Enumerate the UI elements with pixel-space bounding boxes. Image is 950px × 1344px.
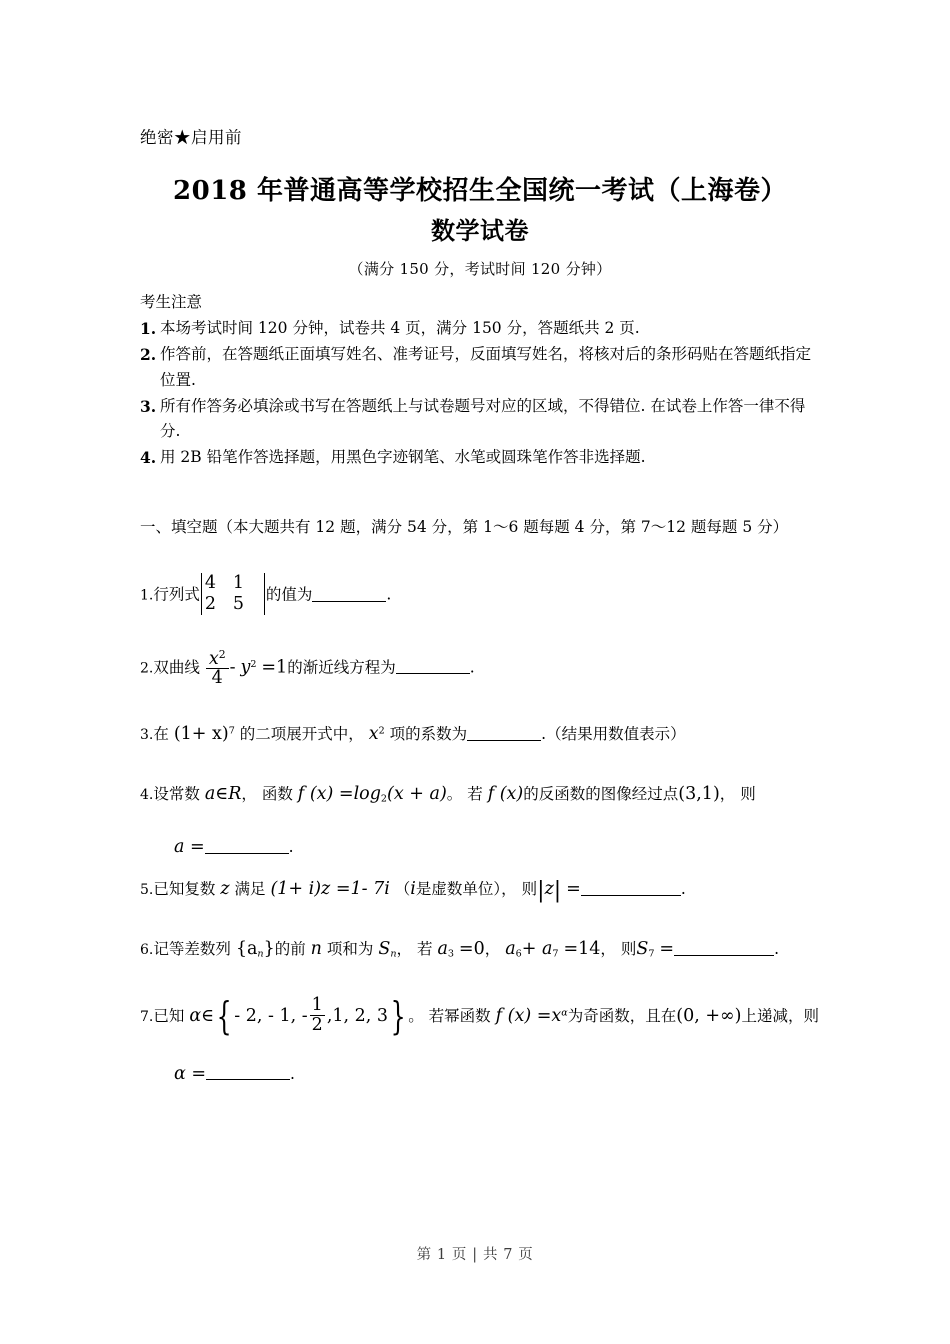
question-lead: 双曲线 xyxy=(153,658,200,676)
fraction-one-half xyxy=(310,996,325,1034)
circle-punct: 。 xyxy=(446,785,463,804)
question-mid: 的二项展开式中， xyxy=(239,725,364,744)
brace-close-icon: } xyxy=(390,994,406,1039)
fraction-numerator: x xyxy=(208,648,219,669)
answer-S7-index: 7 xyxy=(648,948,655,960)
question-number: 1. xyxy=(140,587,154,604)
notice-text: 用 2B 铅笔作答选择题，用黑色字迹钢笔、水笔或圆珠笔作答非选择题. xyxy=(160,447,646,466)
question-lead: 行列式 xyxy=(153,585,200,604)
equals-sign: = xyxy=(659,939,675,960)
frac-denominator: 2 xyxy=(311,1015,323,1036)
word-then: 则 xyxy=(521,879,538,898)
comma: ， xyxy=(396,940,413,959)
minus-operator: - xyxy=(229,657,236,677)
paren-text: 是虚数单位） xyxy=(415,879,502,898)
question-lead: 设常数 xyxy=(153,785,200,804)
term-a6: a xyxy=(505,939,516,960)
answer-blank[interactable] xyxy=(396,659,470,674)
set-items-after: ,1, 2, 3 xyxy=(326,1006,389,1027)
term-a6-index: 6 xyxy=(515,948,522,960)
word-if-power-function: 若幂函数 xyxy=(428,1007,491,1026)
word-function: 函数 xyxy=(261,785,293,804)
fraction-x2-over-4 xyxy=(206,649,229,688)
answer-blank[interactable] xyxy=(205,838,289,853)
question-period: . xyxy=(541,725,547,744)
answer-blank[interactable] xyxy=(312,586,386,601)
question-tail: 的值为 xyxy=(265,585,313,604)
word-if: 若 xyxy=(416,940,433,959)
question-6 xyxy=(140,936,820,962)
notice-text: 本场考试时间 120 分钟，试卷共 4 页，满分 150 分，答题纸共 2 页. xyxy=(160,319,640,338)
word-if: 若 xyxy=(467,785,483,804)
fraction-denominator: 4 xyxy=(211,667,223,688)
power-exponent: α xyxy=(561,1007,568,1019)
det-b: 1 xyxy=(232,573,245,594)
word-first: 的前 xyxy=(274,940,306,959)
function-definition: f (x) =log xyxy=(297,784,381,805)
abs-variable: z xyxy=(544,878,554,899)
notice-text: 所有作答务必填涂或书写在答题纸上与试卷题号对应的区域，不得错位. 在试卷上作答一律不得分. xyxy=(160,396,806,440)
sequence-open: {a xyxy=(235,939,258,960)
equals-sign: = xyxy=(566,878,581,899)
notice-number: 3. xyxy=(140,396,157,416)
question-number: 7. xyxy=(140,1009,154,1026)
question-lead: 已知复数 xyxy=(153,879,216,898)
question-tail: 上递减，则 xyxy=(741,1007,819,1026)
sequence-index: n xyxy=(257,948,264,960)
term-x: x xyxy=(368,724,379,745)
power-function: f (x) =x xyxy=(495,1006,562,1027)
paren-open: （ xyxy=(394,879,411,898)
question-number: 6. xyxy=(140,942,154,959)
notice-item xyxy=(140,316,820,341)
function-fx: f (x) xyxy=(487,784,524,805)
answer-blank[interactable] xyxy=(581,881,681,896)
word-then: 则 xyxy=(740,785,756,804)
equals-one: =1 xyxy=(261,657,288,677)
notices-list xyxy=(140,316,820,470)
term-a3-value: =0 xyxy=(458,939,485,960)
det-c: 2 xyxy=(204,593,217,614)
question-tail: 的渐近线方程为 xyxy=(287,658,396,676)
y-exponent: 2 xyxy=(250,658,257,670)
det-a: 4 xyxy=(204,573,217,594)
section-heading-fill-in-blank: 一、填空题（本大题共有 12 题，满分 54 分，第 1～6 题每题 4 分，第 7～12 题每题 5 分） xyxy=(140,517,789,536)
variable-y: y xyxy=(240,657,251,677)
question-4 xyxy=(140,781,820,807)
question-period: . xyxy=(680,879,686,898)
question-mid: 的反函数的图像经过点 xyxy=(523,785,679,804)
condition-a-in-R: a∈R xyxy=(204,784,242,805)
notice-item xyxy=(140,342,820,392)
page-title: 2018 年普通高等学校招生全国统一考试（上海卷） xyxy=(173,175,787,206)
log-base: 2 xyxy=(380,794,388,806)
binomial-exponent: 7 xyxy=(228,725,235,737)
term-a7-index: 7 xyxy=(552,948,559,960)
comma: ， xyxy=(600,940,616,959)
circle-punct: 。 xyxy=(408,1007,424,1026)
answer-S7: S xyxy=(636,939,649,960)
set-items-before: - 2, - 1, - xyxy=(234,1006,308,1027)
word-satisfies: 满足 xyxy=(234,879,266,898)
classified-label: 绝密★启用前 xyxy=(140,128,242,147)
variable-n: n xyxy=(310,939,322,960)
question-period: . xyxy=(288,837,294,856)
complex-z: z xyxy=(220,878,230,899)
notice-item xyxy=(140,445,820,470)
question-mid: 为奇函数，且在 xyxy=(567,1007,677,1026)
notice-item xyxy=(140,394,820,444)
comma: ， xyxy=(484,940,501,959)
fraction-numerator-exponent: 2 xyxy=(218,647,226,661)
question-lead: 已知 xyxy=(153,1007,185,1026)
sum-Sn: S xyxy=(378,939,391,960)
answer-blank[interactable] xyxy=(467,726,541,741)
question-7-answer-line xyxy=(174,1061,820,1087)
notice-number: 1. xyxy=(140,319,157,339)
question-number: 3. xyxy=(140,727,154,744)
question-4-answer-line xyxy=(174,834,820,860)
word-sum: 项和为 xyxy=(326,940,374,959)
term-exponent: 2 xyxy=(378,725,385,737)
interval-zero-infinity: (0, +∞) xyxy=(676,1006,742,1027)
answer-blank[interactable] xyxy=(674,941,774,956)
question-5 xyxy=(140,876,820,902)
alpha-in-set: α∈ xyxy=(189,1006,215,1027)
sum-value: =14 xyxy=(563,939,601,960)
page-footer: 第 1 页 | 共 7 页 xyxy=(416,1247,534,1263)
question-1 xyxy=(140,573,820,614)
complex-equation: (1+ i)z =1- 7i xyxy=(270,878,390,899)
question-number: 2. xyxy=(140,660,154,676)
sequence-close: } xyxy=(263,939,275,960)
term-a3-index: 3 xyxy=(447,948,454,960)
score-time-line: （满分 150 分，考试时间 120 分钟） xyxy=(348,260,612,279)
notice-text: 作答前，在答题纸正面填写姓名、准考证号，反面填写姓名，将核对后的条形码贴在答题纸指定位置. xyxy=(160,345,812,389)
frac-numerator: 1 xyxy=(311,995,323,1016)
brace-open-icon: { xyxy=(216,994,232,1039)
notices-heading: 考生注意 xyxy=(140,293,203,312)
question-period: . xyxy=(386,585,392,604)
word-then: 则 xyxy=(620,940,637,959)
notice-number: 4. xyxy=(140,447,157,467)
question-number: 4. xyxy=(140,787,154,804)
question-2 xyxy=(140,649,820,688)
notice-number: 2. xyxy=(140,345,157,365)
question-period: . xyxy=(774,940,780,959)
question-lead: 记等差数列 xyxy=(153,940,231,959)
question-number: 5. xyxy=(140,881,154,898)
page-subtitle: 数学试卷 xyxy=(431,215,529,245)
point-3-1: (3,1) xyxy=(678,784,720,805)
answer-blank[interactable] xyxy=(206,1065,290,1080)
question-period: . xyxy=(469,658,475,676)
answer-variable: a = xyxy=(174,836,205,857)
imaginary-unit-i: i xyxy=(410,878,416,899)
answer-variable: α = xyxy=(174,1063,207,1084)
abs-bar-right: | xyxy=(553,878,562,904)
question-note: （结果用数值表示） xyxy=(546,725,686,744)
det-d: 5 xyxy=(232,593,245,614)
function-argument: (x + a) xyxy=(387,784,447,805)
abs-bar-left: | xyxy=(537,878,545,904)
plus-a7: + a xyxy=(521,939,553,960)
question-3 xyxy=(140,721,820,747)
determinant xyxy=(201,573,265,614)
sum-index: n xyxy=(390,948,397,960)
question-lead: 在 xyxy=(153,725,169,744)
question-7 xyxy=(140,994,820,1039)
question-tail: 项的系数为 xyxy=(389,725,468,744)
question-period: . xyxy=(290,1064,295,1083)
comma: ， xyxy=(241,785,257,804)
comma: ， xyxy=(719,785,736,804)
binomial-expression: (1+ x) xyxy=(173,724,229,745)
comma: ， xyxy=(501,879,517,898)
term-a3: a xyxy=(437,939,448,960)
